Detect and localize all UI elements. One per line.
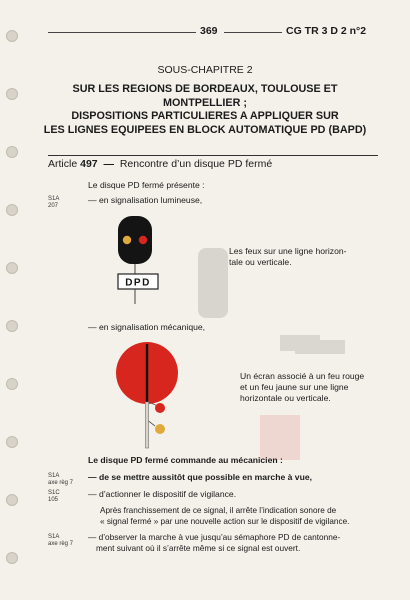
binder-hole — [6, 204, 18, 216]
command-heading: Le disque PD fermé commande au mécanicien : — [88, 455, 283, 465]
item-luminous: — en signalisation lumineuse, — [88, 195, 203, 205]
luminous-signal — [112, 212, 172, 304]
desc-line: Un écran associé à un feu rouge — [240, 371, 365, 381]
command-2: — d’actionner le dispositif de vigilance. — [88, 489, 237, 499]
disc-post — [145, 402, 148, 448]
page-number: 369 — [200, 25, 218, 37]
article-label: Article — [48, 158, 78, 170]
binder-hole — [6, 30, 18, 42]
desc-line: horizontale ou verticale. — [240, 393, 331, 403]
intro-text: Le disque PD fermé présente : — [88, 180, 205, 190]
article-rule — [48, 155, 378, 156]
article-title: Rencontre d’un disque PD fermé — [119, 158, 273, 170]
ref-s1a-207 — [48, 196, 59, 210]
article-number: 497 — [80, 158, 98, 170]
section-title — [0, 83, 410, 137]
amber-light — [123, 236, 131, 244]
red-light — [139, 236, 147, 244]
binder-hole — [6, 262, 18, 274]
command-line: — d’observer la marche à vue jusqu’au sémaphore PD de cantonne- — [88, 532, 341, 542]
subchapter-heading: SOUS-CHAPITRE 2 — [157, 64, 253, 76]
binder-hole — [6, 320, 18, 332]
ref-num: axe règ 7 — [48, 480, 74, 486]
binder-hole — [6, 494, 18, 506]
ref-s1a-axe-2 — [48, 534, 73, 548]
mechanical-description — [240, 371, 364, 404]
red-lamp — [155, 403, 165, 413]
ref-code: S1C — [48, 490, 60, 496]
article-dash: — — [103, 158, 114, 170]
title-line: MONTPELLIER ; — [163, 96, 247, 109]
paragraph-line: Après franchissement de ce signal, il arrête l’indication sonore de — [100, 506, 337, 515]
paragraph-line: « signal fermé » par une nouvelle action sur le dispositif de vigilance. — [100, 517, 350, 526]
desc-line: Les feux sur une ligne horizon- — [229, 246, 347, 256]
desc-line: et un feu jaune sur une ligne — [240, 382, 349, 392]
binder-hole — [6, 146, 18, 158]
mechanical-disc-signal — [110, 336, 190, 451]
title-line: SUR LES REGIONS DE BORDEAUX, TOULOUSE ET — [72, 83, 338, 95]
ref-num: 207 — [48, 203, 59, 209]
command-3 — [88, 532, 340, 554]
luminous-description — [229, 246, 347, 268]
document-code: CG TR 3 D 2 n°2 — [286, 25, 367, 37]
ref-code: S1A — [48, 534, 60, 540]
command-line: ment suivant où il s’arrête même si ce signal est ouvert. — [96, 543, 301, 553]
ref-num: axe règ 7 — [48, 541, 74, 547]
command-paragraph — [100, 505, 349, 527]
command-1: — de se mettre aussitôt que possible en marche à vue, — [88, 472, 312, 482]
header-rule-right — [224, 32, 282, 33]
ref-s1c-105 — [48, 490, 60, 504]
item-mechanical: — en signalisation mécanique, — [88, 322, 206, 332]
header-rule-left — [48, 32, 196, 33]
lamp-arm-lower — [149, 421, 156, 426]
binder-hole — [6, 378, 18, 390]
plate-label: DPD — [125, 277, 151, 289]
ref-s1a-axe — [48, 473, 73, 487]
title-line: LES LIGNES EQUIPEES EN BLOCK AUTOMATIQUE PD (BAPD) — [43, 123, 367, 136]
article-heading — [48, 158, 272, 170]
ref-code: S1A — [48, 196, 60, 202]
ref-code: S1A — [48, 473, 60, 479]
binder-hole — [6, 552, 18, 564]
amber-lamp — [155, 424, 165, 434]
binder-hole — [6, 436, 18, 448]
title-line: DISPOSITIONS PARTICULIERES A APPLIQUER SUR — [71, 110, 339, 122]
bleed-through-shadow — [180, 230, 400, 490]
ref-num: 105 — [48, 497, 59, 503]
desc-line: tale ou verticale. — [229, 257, 292, 267]
